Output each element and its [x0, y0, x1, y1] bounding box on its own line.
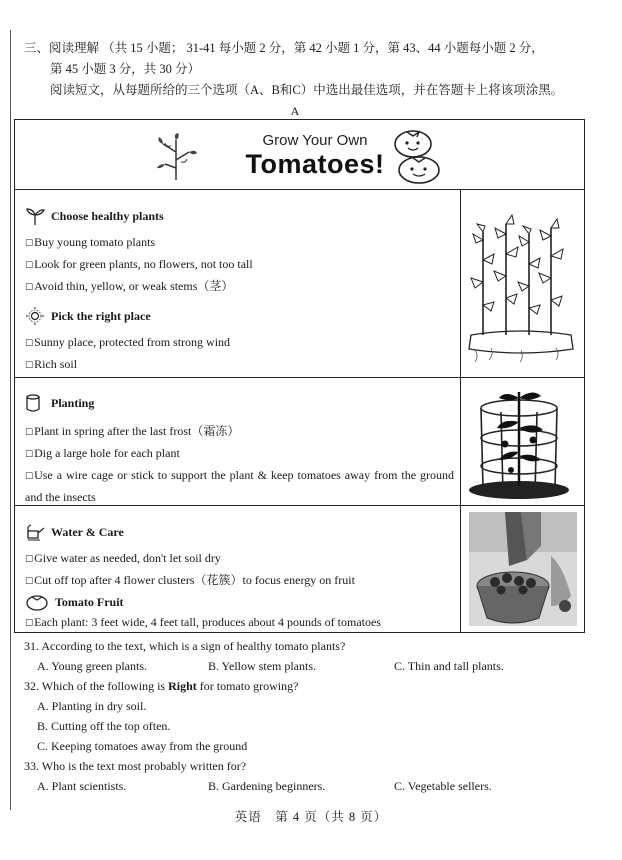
planting-item: ☐ Use a wire cage or stick to support the plant & keep tomatoes away from the ground and the insects — [25, 465, 454, 507]
section-choose-place — [15, 190, 584, 378]
section-heading: 三、阅读理解 （共 15 小题； 31-41 每小题 2 分，第 42 小题 1 分，第 43、44 小题每小题 2 分， — [24, 41, 544, 55]
choose-heading — [25, 206, 454, 226]
choose-item: ☐ Look for green plants, no flowers, not too tall — [25, 254, 454, 276]
place-heading — [25, 306, 454, 326]
poster-title: Tomatoes! — [245, 149, 385, 179]
passage-label: A — [290, 104, 300, 118]
poster-subtitle: Grow Your Own — [262, 132, 368, 149]
option-b: B. Yellow stem plants. — [208, 659, 317, 673]
place-item: ☐ Sunny place, protected from strong wind — [25, 332, 454, 354]
question-32-stem-post: for tomato growing? — [196, 679, 299, 693]
tomato-plants-illustration — [461, 190, 584, 377]
option-a: A. Plant scientists. — [37, 779, 127, 793]
question-list — [24, 636, 594, 796]
fruit-title: Tomato Fruit — [55, 594, 124, 609]
question-32-stem — [24, 676, 594, 696]
section-water-fruit — [15, 506, 584, 632]
water-heading — [25, 522, 454, 542]
poster-header — [15, 120, 584, 190]
planting-item: ☐ Plant in spring after the last frost（霜冻） — [25, 421, 454, 443]
option-c: C. Thin and tall plants. — [394, 659, 504, 673]
water-item: ☐ Give water as needed, don't let soil dry — [25, 548, 454, 570]
question-32-stem-emphasis: Right — [168, 679, 197, 693]
page-footer: 英语 第 4 页（共 8 页） — [234, 810, 388, 824]
water-item: ☐ Cut off top after 4 flower clusters（花簇）to focus energy on fruit — [25, 570, 454, 592]
tomato-poster — [14, 119, 585, 633]
question-33-options — [24, 776, 594, 796]
page-margin-rule — [10, 30, 11, 810]
choose-item: ☐ Buy young tomato plants — [25, 232, 454, 254]
planting-item: ☐ Dig a large hole for each plant — [25, 443, 454, 465]
tomato-vine-icon — [151, 132, 201, 182]
section-scoring: 第 45 小题 3 分，共 30 分） — [50, 62, 201, 76]
place-title: Pick the right place — [51, 308, 151, 323]
option-a: A. Planting in dry soil. — [37, 699, 147, 713]
option-c: C. Keeping tomatoes away from the ground — [37, 739, 248, 753]
place-item: ☐ Rich soil — [25, 354, 454, 376]
water-title: Water & Care — [51, 524, 124, 539]
fruit-item: ☐ Each plant: 3 feet wide, 4 feet tall, produces about 4 pounds of tomatoes — [25, 612, 454, 634]
option-b: B. Cutting off the top often. — [37, 719, 171, 733]
smiling-tomatoes-icon — [383, 126, 445, 188]
section-directions: 阅读短文，从每题所给的三个选项（A、B和C）中选出最佳选项，并在答题卡上将该项涂黑。 — [50, 83, 564, 97]
pot-icon — [25, 394, 45, 412]
question-31-stem: 31. According to the text, which is a sign of healthy tomato plants? — [24, 639, 346, 653]
section-instructions — [24, 38, 614, 101]
planting-heading — [25, 393, 454, 413]
section-planting — [15, 378, 584, 506]
option-b: B. Gardening beginners. — [208, 779, 326, 793]
wire-cage-illustration — [461, 378, 584, 505]
choose-place-text — [15, 190, 461, 377]
planting-title: Planting — [51, 395, 95, 410]
planting-text — [15, 378, 461, 505]
watering-can-icon — [25, 523, 45, 541]
harvest-photo — [461, 506, 584, 632]
fruit-heading — [25, 592, 454, 612]
water-fruit-text — [15, 506, 461, 632]
choose-item: ☐ Avoid thin, yellow, or weak stems（茎） — [25, 276, 454, 298]
sun-icon — [25, 307, 45, 325]
question-31-options — [24, 656, 594, 676]
choose-title: Choose healthy plants — [51, 208, 164, 223]
option-a: A. Young green plants. — [37, 659, 147, 673]
question-33-stem: 33. Who is the text most probably written for? — [24, 759, 247, 773]
question-32-stem-pre: 32. Which of the following is — [24, 679, 169, 693]
option-c: C. Vegetable sellers. — [394, 779, 492, 793]
sprout-icon — [25, 207, 45, 225]
tomato-icon — [25, 593, 49, 611]
